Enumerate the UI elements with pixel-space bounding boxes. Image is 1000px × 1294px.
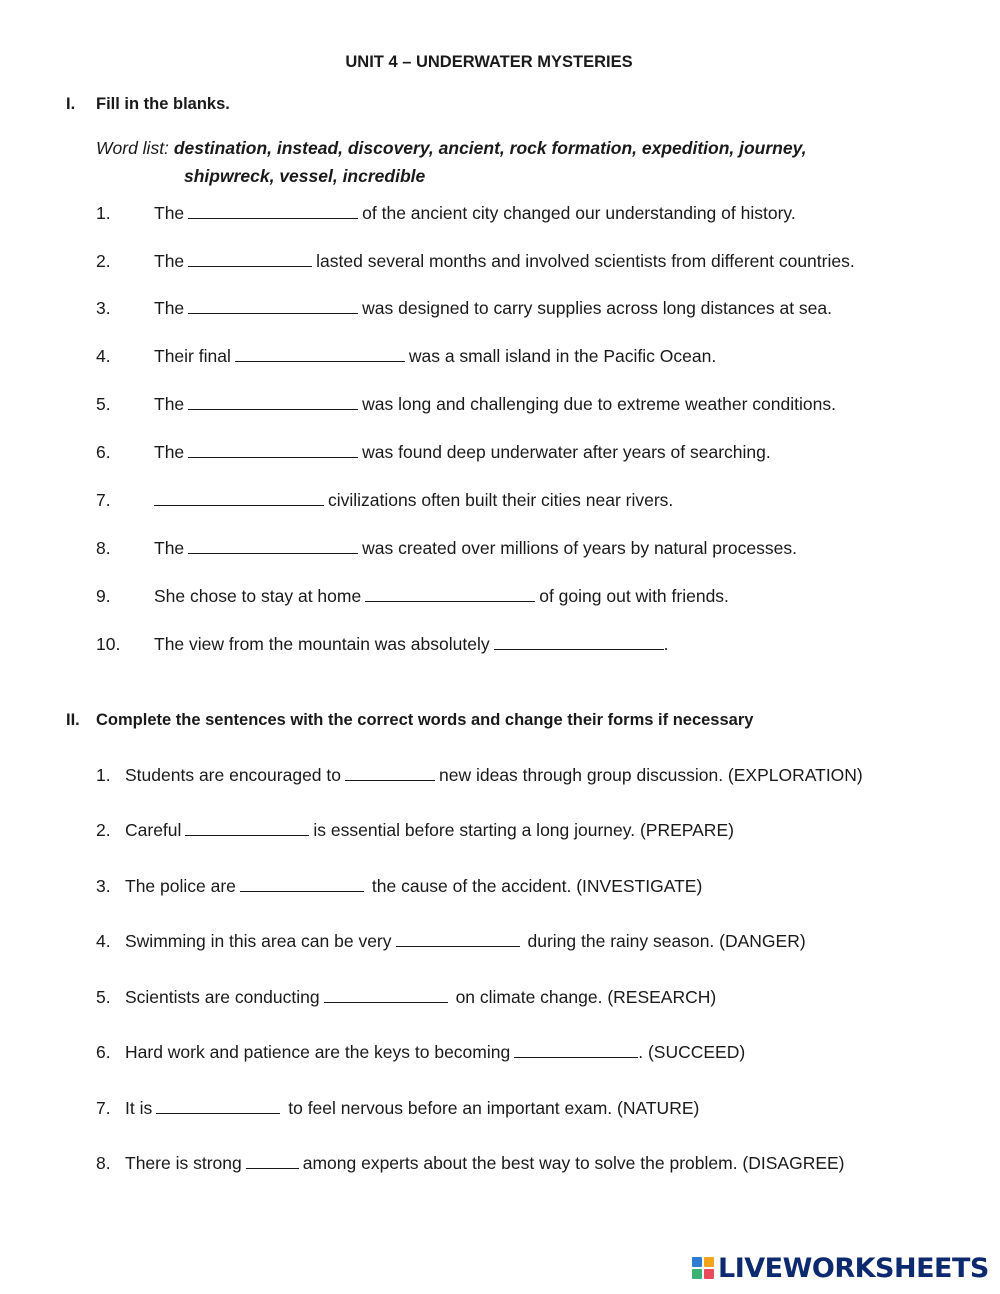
s1-item-10 [96, 634, 668, 655]
logo-text: LIVEWORKSHEETS [718, 1252, 989, 1284]
item-number: 8. [96, 538, 111, 558]
item-text-after: . [663, 634, 669, 654]
item-number: 9. [96, 586, 111, 606]
section-2-title: Complete the sentences with the correct words and change their forms if necessary [96, 711, 754, 729]
item-text-before: Scientists are conducting [125, 987, 320, 1007]
answer-blank[interactable] [246, 1153, 299, 1169]
item-text-before: Careful [125, 820, 182, 840]
item-number: 4. [96, 346, 111, 366]
answer-blank[interactable] [324, 987, 448, 1003]
item-text-before: It is [125, 1098, 153, 1118]
s1-item-6 [96, 442, 771, 463]
item-text-after: during the rainy season. (DANGER) [527, 931, 806, 951]
item-number: 6. [96, 442, 111, 462]
answer-blank[interactable] [156, 1098, 280, 1114]
s2-item-1 [96, 765, 863, 786]
s2-item-8 [96, 1153, 845, 1174]
s1-item-7 [96, 490, 673, 511]
answer-blank[interactable] [396, 931, 520, 947]
item-text-after: among experts about the best way to solve the problem. (DISAGREE) [302, 1153, 845, 1173]
s1-item-1 [96, 203, 796, 224]
logo-mark-icon [692, 1257, 714, 1279]
s2-item-3 [96, 876, 702, 897]
item-text-before: The [154, 538, 185, 558]
s2-item-6 [96, 1042, 745, 1063]
s1-item-4 [96, 346, 716, 367]
answer-blank[interactable] [154, 490, 324, 506]
answer-blank[interactable] [188, 394, 358, 410]
item-text-after: was created over millions of years by natural processes. [362, 538, 797, 558]
word-list-label: Word list: [96, 138, 169, 158]
item-text-after: lasted several months and involved scientists from different countries. [316, 251, 855, 271]
item-number: 7. [96, 1098, 111, 1118]
item-number: 5. [96, 987, 111, 1007]
answer-blank[interactable] [514, 1042, 638, 1058]
item-text-after: was a small island in the Pacific Ocean. [408, 346, 717, 366]
word-list-line-1: destination, instead, discovery, ancient, rock formation, expedition, journey, [173, 138, 807, 158]
answer-blank[interactable] [240, 876, 364, 892]
item-text-after: is essential before starting a long journey. (PREPARE) [313, 820, 734, 840]
s1-item-9 [96, 586, 729, 607]
item-text-after: on climate change. (RESEARCH) [455, 987, 717, 1007]
answer-blank[interactable] [235, 346, 405, 362]
item-text-before: Students are encouraged to [125, 765, 341, 785]
item-text-before: The [154, 251, 185, 271]
s2-item-2 [96, 820, 734, 841]
item-text-after: new ideas through group discussion. (EXPLORATION) [439, 765, 863, 785]
item-text-after: of going out with friends. [539, 586, 729, 606]
item-number: 2. [96, 820, 111, 840]
word-list [96, 134, 896, 190]
s2-item-7 [96, 1098, 699, 1119]
item-number: 3. [96, 876, 111, 896]
item-text-after: was long and challenging due to extreme weather conditions. [362, 394, 836, 414]
section-2-heading [66, 711, 753, 730]
section-1-title: Fill in the blanks. [96, 95, 230, 113]
section-1-number: I. [66, 95, 76, 113]
answer-blank[interactable] [345, 765, 435, 781]
answer-blank[interactable] [494, 634, 664, 650]
liveworksheets-logo [692, 1252, 989, 1284]
item-text-before: The [154, 298, 185, 318]
answer-blank[interactable] [188, 298, 358, 314]
item-text-before: The police are [125, 876, 236, 896]
item-text-before: The [154, 442, 185, 462]
item-text-before: She chose to stay at home [154, 586, 362, 606]
item-number: 2. [96, 251, 111, 271]
s1-item-2 [96, 251, 855, 272]
item-number: 5. [96, 394, 111, 414]
item-number: 6. [96, 1042, 111, 1062]
item-text-after: civilizations often built their cities near rivers. [328, 490, 674, 510]
answer-blank[interactable] [188, 203, 358, 219]
item-text-before: Hard work and patience are the keys to becoming [125, 1042, 511, 1062]
page-title: UNIT 4 – UNDERWATER MYSTERIES [345, 53, 633, 71]
item-number: 3. [96, 298, 111, 318]
item-text-after: to feel nervous before an important exam. (NATURE) [288, 1098, 700, 1118]
answer-blank[interactable] [365, 586, 535, 602]
item-number: 4. [96, 931, 111, 951]
s1-item-3 [96, 298, 832, 319]
item-number: 1. [96, 765, 111, 785]
item-text-after: was found deep underwater after years of searching. [362, 442, 771, 462]
item-text-before: The [154, 394, 185, 414]
s2-item-5 [96, 987, 716, 1008]
item-text-after: . (SUCCEED) [638, 1042, 746, 1062]
item-number: 8. [96, 1153, 111, 1173]
item-text-after: was designed to carry supplies across long distances at sea. [362, 298, 832, 318]
item-text-before: Their final [154, 346, 231, 366]
item-text-before: There is strong [125, 1153, 242, 1173]
section-2-number: II. [66, 711, 80, 729]
item-number: 1. [96, 203, 111, 223]
answer-blank[interactable] [188, 442, 358, 458]
item-text-before: Swimming in this area can be very [125, 931, 392, 951]
s1-item-5 [96, 394, 836, 415]
answer-blank[interactable] [188, 251, 312, 267]
word-list-line-2: shipwreck, vessel, incredible [184, 166, 426, 186]
item-text-after: of the ancient city changed our understanding of history. [362, 203, 796, 223]
answer-blank[interactable] [188, 538, 358, 554]
answer-blank[interactable] [185, 820, 309, 836]
item-text-before: The view from the mountain was absolutely [154, 634, 490, 654]
item-text-after: the cause of the accident. (INVESTIGATE) [371, 876, 703, 896]
section-1-heading [66, 95, 230, 114]
item-number: 10. [96, 634, 121, 654]
s1-item-8 [96, 538, 797, 559]
s2-item-4 [96, 931, 806, 952]
item-number: 7. [96, 490, 111, 510]
item-text-before: The [154, 203, 185, 223]
